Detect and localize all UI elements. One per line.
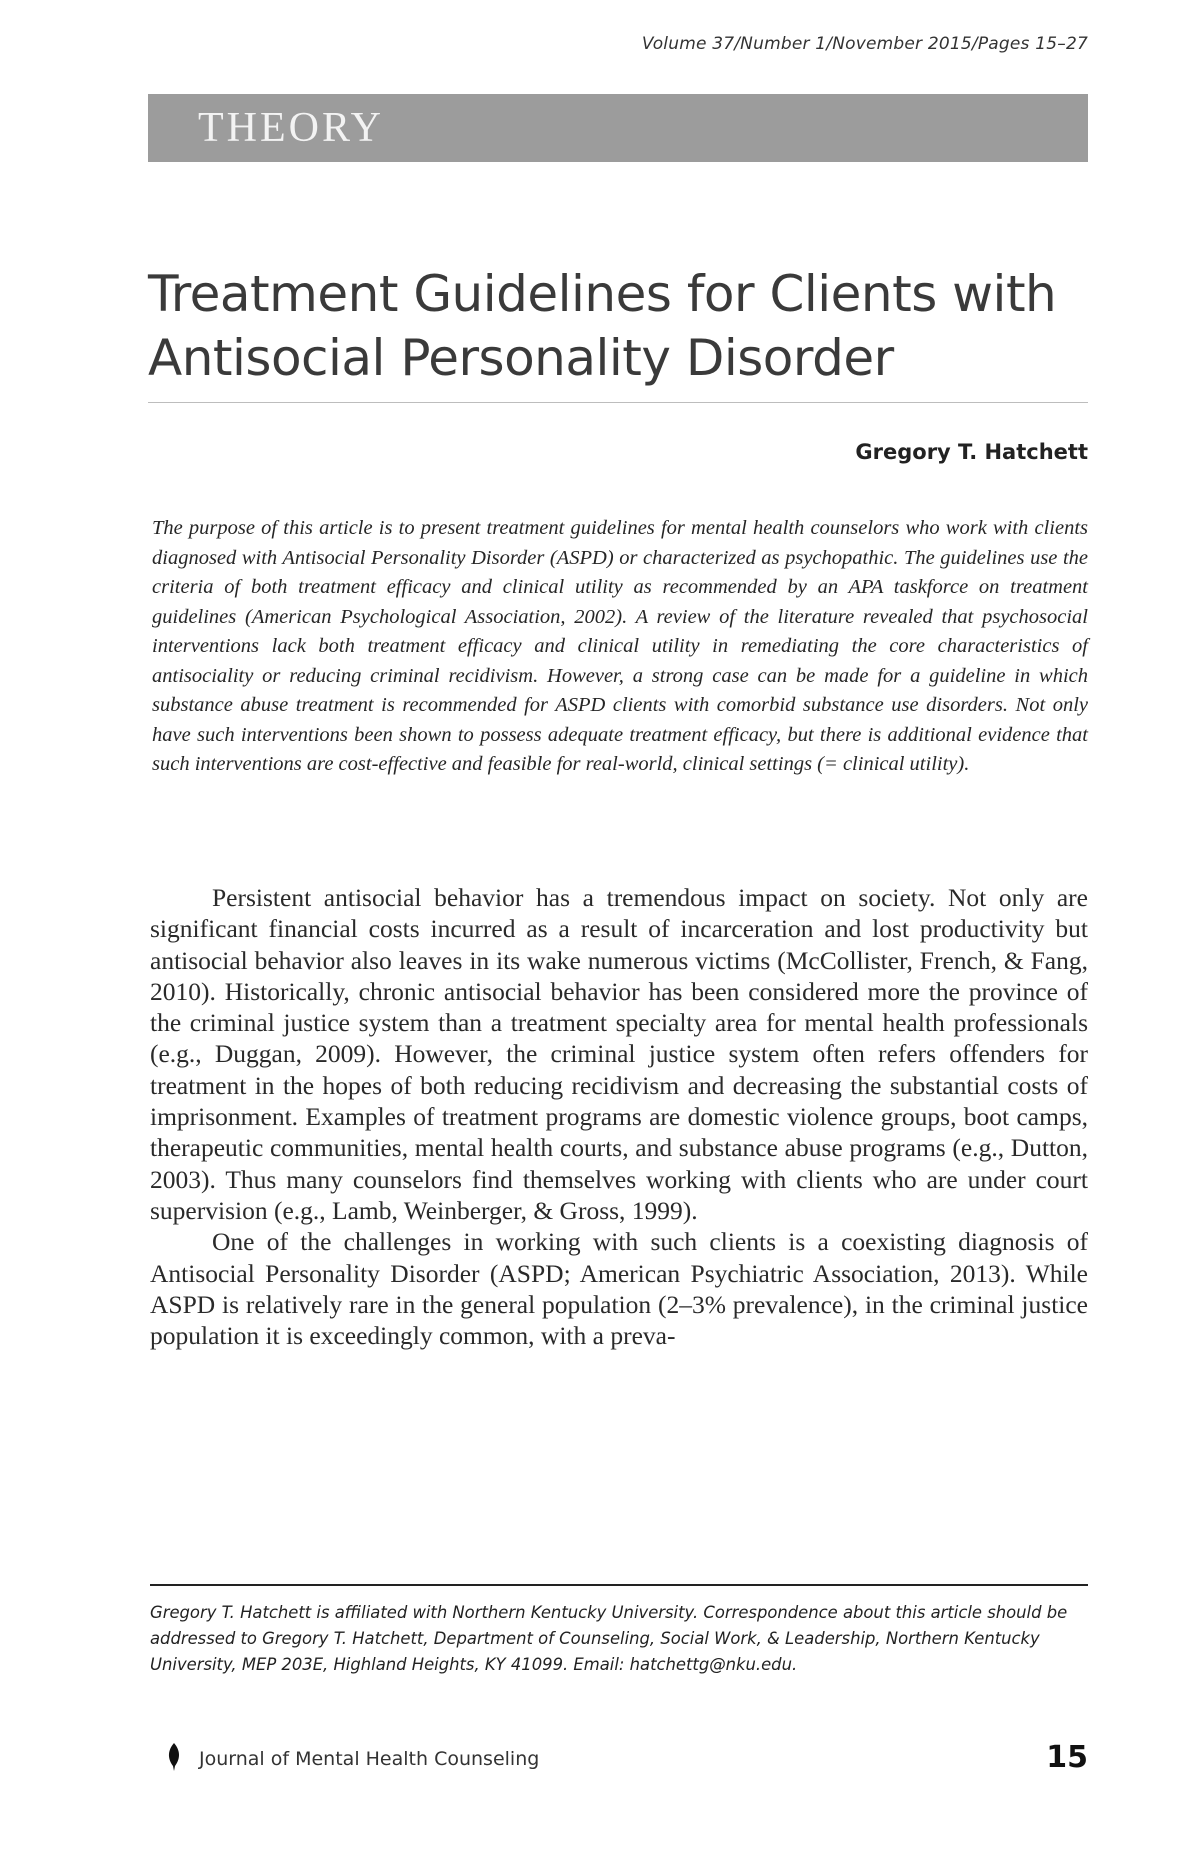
page-number: 15 [1046, 1740, 1088, 1775]
section-banner [148, 94, 1088, 162]
body-text [150, 882, 1088, 1351]
body-paragraph: One of the challenges in working with such clients is a coexisting diagnosis of Antisocial Personality Disorder (ASPD; American Psychiatric Association, 2013). While ASPD is relatively rare in the general population (2–3% prevalence), in the criminal justice population it is exceedingly common, with a preva- [150, 1227, 1088, 1351]
page-footer [166, 1740, 1088, 1784]
body-paragraph: Persistent antisocial behavior has a tremendous impact on society. Not only are significant financial costs incurred as a result of incarceration and lost productivity but antisocial behavior also leaves in its wake numerous victims (McCollister, French, & Fang, 2010). Historically, chronic antisocial behavior has been considered more the province of the criminal justice system than a treatment specialty area for mental health professionals (e.g., Duggan, 2009). However, the criminal justice system often refers offenders for treatment in the hopes of both reducing recidivism and decreasing the substantial costs of imprisonment. Examples of treatment programs are domestic violence groups, boot camps, therapeutic communities, mental health courts, and substance abuse programs (e.g., Dutton, 2003). Thus many counselors find themselves working with clients who are under court supervision (e.g., Lamb, Weinberger, & Gross, 1999). [150, 883, 1088, 1225]
abstract: The purpose of this article is to present treatment guidelines for mental health counselors who work with clients diagnosed with Antisocial Personality Disorder (ASPD) or characterized as psychopathic. The guidelines use the criteria of both treatment efficacy and clinical utility as recommended by an APA taskforce on treatment guidelines (American Psychological Association, 2002). A review of the literature revealed that psychosocial interventions lack both treatment efficacy and clinical utility in remediating the core characteristics of antisociality or reducing criminal recidivism. However, a strong case can be made for a guideline in which substance abuse treatment is recommended for ASPD clients with comorbid substance use disorders. Not only have such interventions been shown to possess adequate treatment efficacy, but there is additional evidence that such interventions are cost-effective and feasible for real-world, clinical settings (= clinical utility). [152, 517, 1088, 775]
author-footnote: Gregory T. Hatchett is affiliated with Northern Kentucky University. Correspondence about this article should be addressed to Gregory T. Hatchett, Department of Counseling, Social Work, & Leadership, Northern Kentucky University, MEP 203E, Highland Heights, KY 41099. Email: hatchettg@nku.edu. [150, 1603, 1068, 1674]
footnote-divider [150, 1584, 1088, 1586]
issue-line: Volume 37/Number 1/November 2015/Pages 15–27 [641, 34, 1088, 54]
leaf-icon [166, 1742, 182, 1772]
section-label: THEORY [198, 105, 384, 151]
author-name: Gregory T. Hatchett [855, 440, 1088, 464]
title-divider [148, 402, 1088, 403]
article-title: Treatment Guidelines for Clients with Antisocial Personality Disorder [148, 265, 1057, 387]
journal-name: Journal of Mental Health Counseling [199, 1748, 540, 1770]
